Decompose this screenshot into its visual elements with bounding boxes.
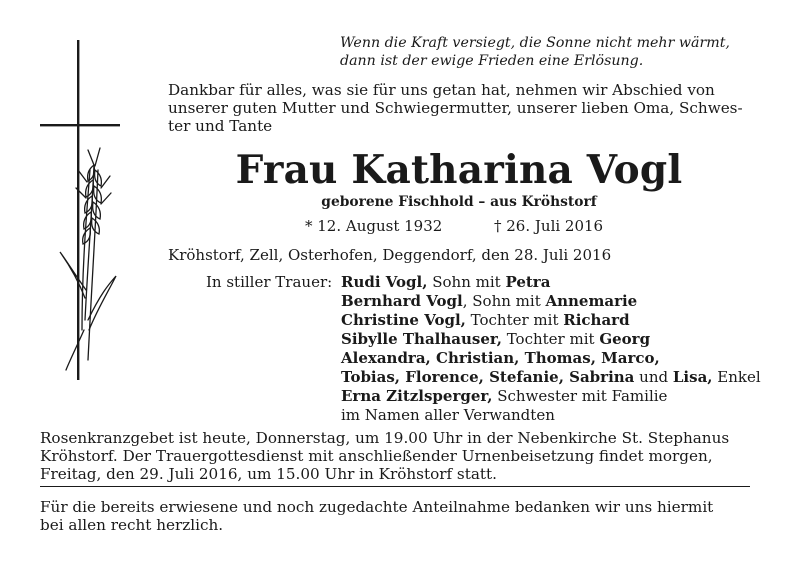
mourner-line [341, 330, 761, 349]
birth-date: * 12. August 1932 [305, 217, 443, 235]
deceased-name: Frau Katharina Vogl [235, 147, 683, 193]
thanks-text [40, 498, 750, 534]
mourner-line [341, 368, 761, 387]
mourner-relation: und [634, 368, 673, 386]
service-info [40, 429, 750, 483]
intro-line: unserer guten Mutter und Schwiegermutter, unserer lieben Oma, Schwes- [168, 99, 743, 117]
mourner-name: Annemarie [545, 292, 638, 310]
intro-line: ter und Tante [168, 117, 273, 135]
mourner-name: Petra [505, 273, 551, 291]
death-date: † 26. Juli 2016 [494, 217, 604, 235]
mourners-list [341, 273, 761, 425]
mourner-name: Tobias, Florence, Stefanie, Sabrina [341, 368, 635, 386]
mourner-name: Rudi Vogl, [341, 273, 428, 291]
mourner-line [341, 273, 761, 292]
service-line: Rosenkranzgebet ist heute, Donnerstag, um 19.00 Uhr in der Nebenkirche St. Stephanus [40, 429, 730, 447]
thanks-line: Für die bereits erwiesene und noch zugedachte Anteilnahme bedanken wir uns hiermit [40, 498, 714, 516]
divider [40, 486, 750, 487]
motto-quote [340, 34, 750, 70]
mourner-name: Alexandra, Christian, Thomas, Marco, [341, 349, 660, 367]
maiden-name: geborene Fischhold – aus Kröhstorf [321, 194, 597, 210]
mourner-relation: Schwester mit Familie [492, 387, 668, 405]
intro-text [168, 81, 750, 135]
mourner-name: Erna Zitzlsperger, [341, 387, 493, 405]
mourner-name: Lisa, [672, 368, 713, 386]
mourner-name: Sibylle Thalhauser, [341, 330, 502, 348]
mourner-name: Georg [599, 330, 651, 348]
mourner-line [341, 292, 761, 311]
mourner-name: Bernhard Vogl [341, 292, 463, 310]
mourner-relation: , Sohn mit [462, 292, 546, 310]
mourner-relation: Sohn mit [427, 273, 506, 291]
thanks-line: bei allen recht herzlich. [40, 516, 224, 534]
mourner-name: Christine Vogl, [341, 311, 466, 329]
mourner-relation: Enkel [712, 368, 761, 386]
place-and-date: Kröhstorf, Zell, Osterhofen, Deggendorf, den 28. Juli 2016 [168, 246, 612, 264]
cross-icon [30, 30, 150, 390]
motto-line: dann ist der ewige Frieden eine Erlösung. [340, 53, 644, 69]
mourner-relation: im Namen aller Verwandten [341, 406, 555, 424]
service-line: Freitag, den 29. Juli 2016, um 15.00 Uhr in Kröhstorf statt. [40, 465, 497, 483]
motto-line: Wenn die Kraft versiegt, die Sonne nicht mehr wärmt, [340, 35, 730, 51]
intro-line: Dankbar für alles, was sie für uns getan hat, nehmen wir Abschied von [168, 81, 715, 99]
mourner-relation: Tochter mit [501, 330, 600, 348]
mourner-line [341, 387, 761, 406]
mourner-line [341, 406, 761, 425]
mourner-relation: Tochter mit [465, 311, 564, 329]
mourner-line [341, 349, 761, 368]
service-line: Kröhstorf. Der Trauergottesdienst mit anschließender Urnenbeisetzung findet morgen, [40, 447, 713, 465]
mourning-label: In stiller Trauer: [206, 273, 333, 291]
mourner-line [341, 311, 761, 330]
mourner-name: Richard [563, 311, 630, 329]
wheat-ear-icon [60, 148, 116, 370]
